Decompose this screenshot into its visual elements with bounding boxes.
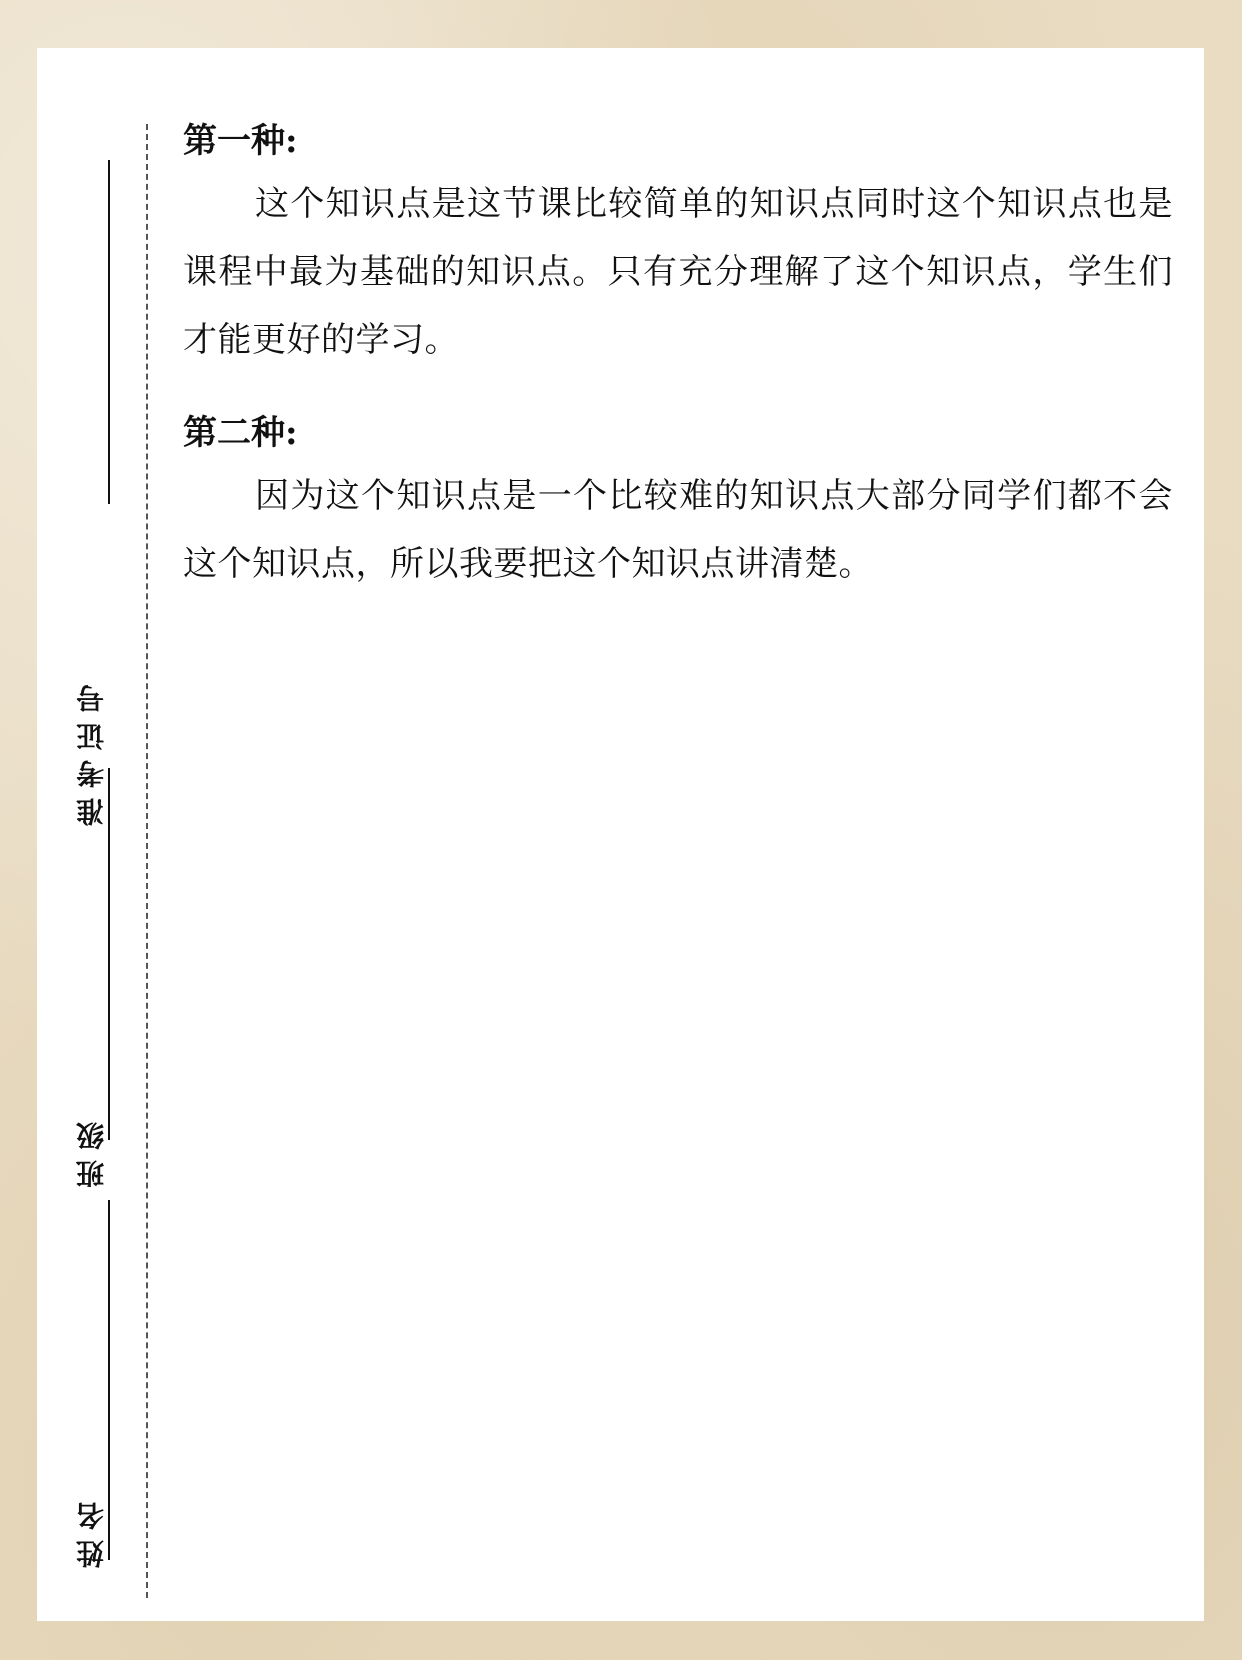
- section-two-body: 因为这个知识点是一个比较难的知识点大部分同学们都不会这个知识点，所以我要把这个知识点讲清楚。: [183, 476, 1173, 584]
- answer-sheet: [37, 48, 1204, 1621]
- exam-id-underline: [108, 160, 110, 504]
- exam-id-label: 准 考 证 号: [75, 684, 108, 826]
- name-label: 姓 名: [75, 1502, 108, 1568]
- binding-strip: [37, 48, 157, 1621]
- section-two-title: 第二种:: [183, 413, 298, 453]
- section-two: [183, 410, 1173, 598]
- class-label: 班 级: [75, 1122, 108, 1188]
- section-one-body: 这个知识点是这节课比较简单的知识点同时这个知识点也是课程中最为基础的知识点。只有充分理解了这个知识点，学生们才能更好的学习。: [183, 184, 1173, 360]
- section-one: [183, 118, 1173, 374]
- class-underline: [108, 768, 110, 1140]
- content-area: [183, 118, 1173, 598]
- section-one-title: 第一种:: [183, 121, 298, 161]
- fold-dashed-line: [146, 124, 148, 1598]
- name-underline: [108, 1200, 110, 1560]
